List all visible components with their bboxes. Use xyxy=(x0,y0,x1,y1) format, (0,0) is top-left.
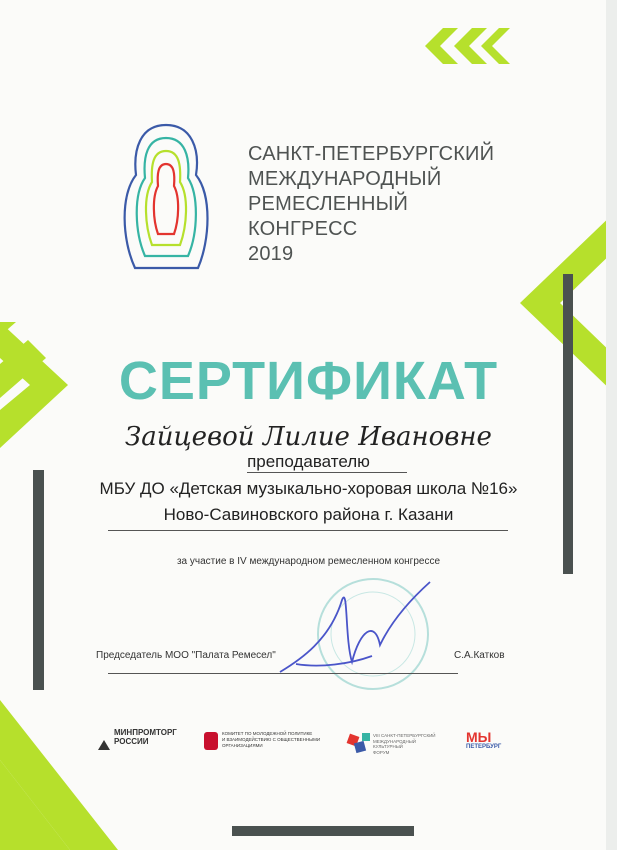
partner-name: ОРГАНИЗАЦИЯМИ xyxy=(222,743,263,748)
spb-coat-of-arms-icon xyxy=(204,732,218,750)
certificate-title: СЕРТИФИКАТ xyxy=(118,351,499,411)
partner-name: РОССИИ xyxy=(114,737,149,746)
organization-line: МБУ ДО «Детская музыкально-хоровая школа №16» xyxy=(99,479,518,498)
conference-title xyxy=(248,142,494,267)
partner-name: ПЕТЕРБУРГ xyxy=(466,744,502,750)
minpromtorg-logo-icon xyxy=(98,740,110,750)
partner-logo-minpromtorg xyxy=(114,728,177,746)
partner-name: КОМИТЕТ ПО МОЛОДЕЖНОЙ ПОЛИТИКЕ xyxy=(222,731,313,736)
partner-name: ФОРУМ xyxy=(373,749,390,755)
signatory-position: Председатель МОО "Палата Ремесел" xyxy=(96,650,276,661)
conference-year: 2019 xyxy=(248,243,294,265)
partner-name: МИНПРОМТОРГ xyxy=(114,728,177,737)
conference-title-line: САНКТ-ПЕТЕРБУРГСКИЙ xyxy=(248,143,495,165)
left-gray-bar xyxy=(33,470,44,690)
partner-name: МЫ xyxy=(466,729,492,745)
recipient-role: преподавателю xyxy=(247,452,370,471)
conference-title-line: КОНГРЕСС xyxy=(248,218,358,240)
partner-name: МЕЖДУНАРОДНЫЙ xyxy=(373,738,416,744)
bottom-gray-bar xyxy=(232,826,414,836)
partner-logo-culture-forum xyxy=(373,733,436,755)
organization-line: Ново-Савиновского района г. Казани xyxy=(163,505,454,524)
partner-name: И ВЗАИМОДЕЙСТВИЮ С ОБЩЕСТВЕННЫМИ xyxy=(222,737,321,742)
conference-title-line: МЕЖДУНАРОДНЫЙ xyxy=(248,168,442,190)
stamp-icon xyxy=(318,579,428,689)
partner-logo-committee xyxy=(222,731,320,749)
signatory-name: С.А.Катков xyxy=(454,650,505,661)
top-chevrons-icon xyxy=(425,28,510,64)
participation-text: за участие в IV международном ремесленном конгрессе xyxy=(176,556,441,567)
partner-name: VIII САНКТ-ПЕТЕРБУРГСКИЙ xyxy=(373,733,436,738)
partner-name: КУЛЬТУРНЫЙ xyxy=(373,744,403,749)
culture-forum-logo-icon xyxy=(347,733,370,753)
my-peterburg-logo-icon xyxy=(466,730,501,751)
conference-title-line: РЕМЕСЛЕННЫЙ xyxy=(248,193,409,215)
recipient-name: Зайцевой Лилие Ивановне xyxy=(125,422,492,452)
matryoshka-contour-icon xyxy=(125,125,208,268)
